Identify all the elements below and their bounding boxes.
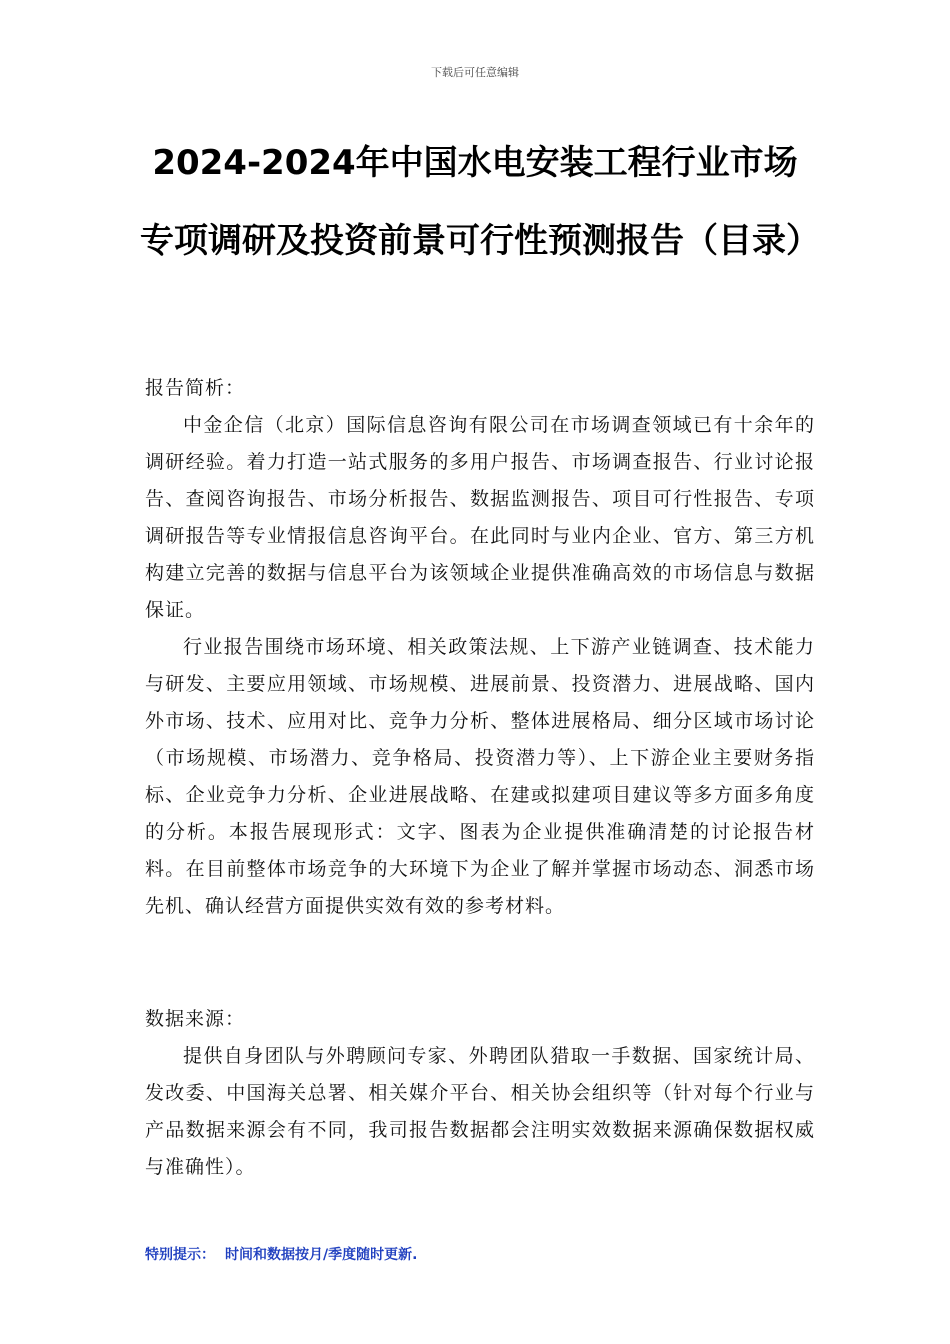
special-notice-text: 时间和数据按月/季度随时更新.	[225, 1247, 418, 1263]
special-notice-label: 特别提示：	[145, 1247, 215, 1263]
page-header-note: 下载后可任意编辑	[431, 66, 519, 79]
data-sources-paragraph: 提供自身团队与外聘顾问专家、外聘团队猎取一手数据、国家统计局、发改委、中国海关总署、相关媒介平台、相关协会组织等（针对每个行业与产品数据来源会有不同，我司报告数据都会注明实效数据来源确保数据权威与准确性）。	[145, 1045, 815, 1178]
special-notice	[145, 1244, 417, 1264]
document-title: 2024-2024年中国水电安装工程行业市场专项调研及投资前景可行性预测报告（目录）	[140, 143, 820, 261]
data-sources-heading: 数据来源：	[145, 1008, 246, 1030]
report-summary-section	[145, 370, 815, 925]
report-summary-heading: 报告简析：	[145, 377, 246, 399]
report-summary-paragraph-2: 行业报告围绕市场环境、相关政策法规、上下游产业链调查、技术能力与研发、主要应用领域、市场规模、进展前景、投资潜力、进展战略、国内外市场、技术、应用对比、竞争力分析、整体进展格局、细分区域市场讨论（市场规模、市场潜力、竞争格局、投资潜力等）、上下游企业主要财务指标、企业竞争力分析、企业进展战略、在建或拟建项目建议等多方面多角度的分析。本报告展现形式：文字、图表为企业提供准确清楚的讨论报告材料。在目前整体市场竞争的大环境下为企业了解并掌握市场动态、洞悉市场先机、确认经营方面提供实效有效的参考材料。	[145, 636, 815, 917]
report-summary-paragraph-1: 中金企信（北京）国际信息咨询有限公司在市场调查领域已有十余年的调研经验。着力打造一站式服务的多用户报告、市场调查报告、行业讨论报告、查阅咨询报告、市场分析报告、数据监测报告、项目可行性报告、专项调研报告等专业情报信息咨询平台。在此同时与业内企业、官方、第三方机构建立完善的数据与信息平台为该领域企业提供准确高效的市场信息与数据保证。	[145, 414, 815, 621]
data-sources-section	[145, 1001, 815, 1186]
